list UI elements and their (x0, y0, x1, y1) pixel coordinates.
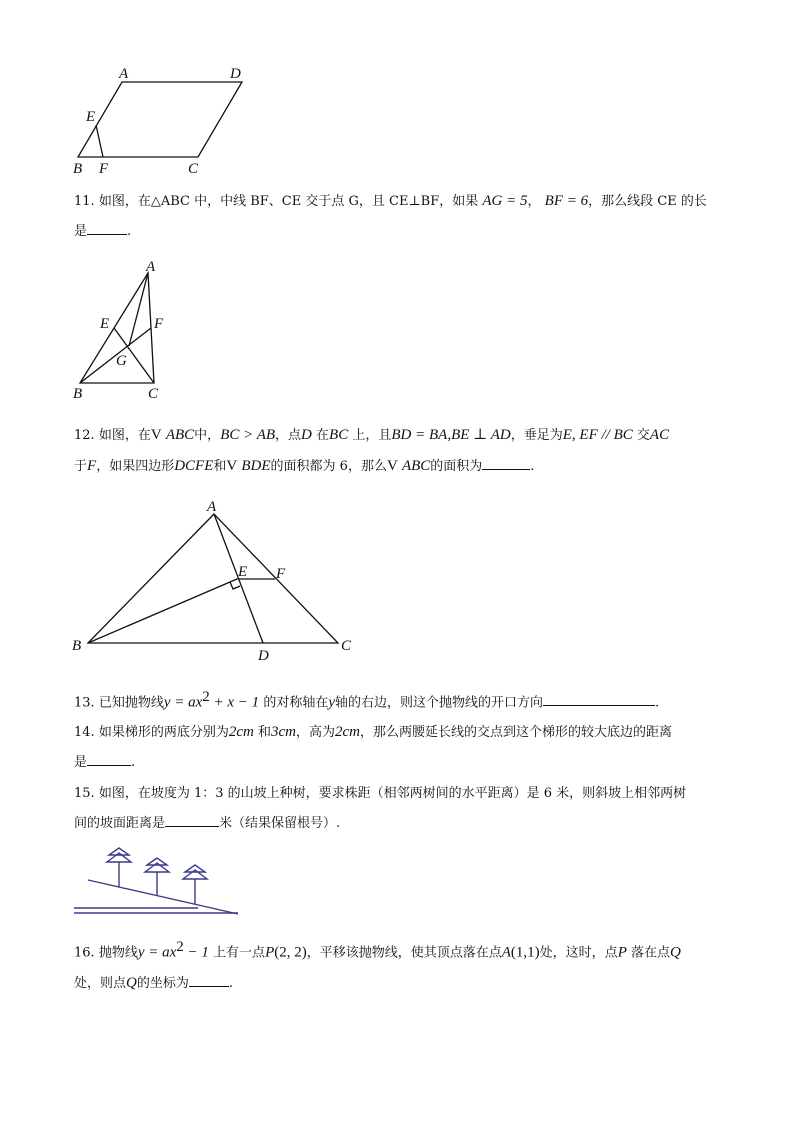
q16-math-p-coords: (2, 2) (274, 944, 307, 961)
q16-text-2: 上有一点 (213, 945, 266, 961)
q16-math-q: Q (670, 944, 681, 961)
label-a: A (119, 66, 129, 82)
q12-text-1: 如图，在 (98, 428, 151, 443)
q16-math-exponent: 2 (176, 939, 184, 955)
q16-text-7: 的坐标为 (136, 976, 189, 992)
q14-period: . (131, 755, 136, 770)
label-d: D (258, 648, 269, 664)
q12-text-12: 的面积为 (430, 459, 483, 474)
q12-text-2: 中， (194, 428, 221, 443)
figure-parallelogram (70, 64, 260, 179)
q12-text-10: 和 (213, 459, 227, 474)
label-c: C (188, 161, 199, 177)
q14-text-1: 如果梯形的两底分别为 (98, 725, 229, 740)
q14-text-5: 是 (74, 755, 88, 770)
question-11 (74, 186, 724, 247)
label-d: D (230, 66, 241, 82)
question-15 (74, 779, 724, 839)
label-b: B (73, 161, 83, 177)
label-b: B (73, 386, 83, 402)
figure-triangle-medians (70, 258, 170, 403)
label-f: F (154, 316, 164, 332)
q12-text-7: 交 (636, 428, 650, 443)
q12-math-abc-2: ABC (401, 458, 431, 474)
question-13 (74, 682, 724, 718)
q15-text-2: 间的坡面距离是 (74, 816, 166, 831)
q15-text-1: 如图，在坡度为 1：3 的山坡上种树，要求株距（相邻两树间的水平距离）是 6 米，则斜坡上相邻两树 (98, 786, 687, 801)
q13-text-3: 轴的右边，则这个抛物线的开口方向 (335, 695, 544, 711)
q14-text-4: ，那么两腰延长线的交点到这个梯形的较大底边的距离 (360, 725, 673, 740)
label-b: B (72, 638, 82, 654)
q14-math-2cm: 2cm (228, 724, 254, 740)
q12-text-8: 于 (74, 459, 88, 474)
q13-text-2: 的对称轴在 (263, 695, 329, 711)
q12-text-6: ，垂足为 (510, 428, 563, 443)
parallelogram-abcd (78, 82, 242, 157)
q12-triangle-symbol: V (150, 427, 162, 443)
q12-answer-blank[interactable] (482, 453, 530, 470)
q12-text-3: ，点 (275, 428, 302, 443)
q12-text-9: ，如果四边形 (96, 459, 175, 474)
q13-math-plus-x: + x − 1 (209, 694, 260, 711)
q12-period: . (530, 459, 535, 474)
q16-text-5: 落在点 (631, 945, 671, 961)
q14-text-2: 和 (257, 725, 271, 740)
q14-math-3cm: 3cm (271, 724, 296, 740)
q11-text: 如图，在△ABC 中，中线 BF、CE 交于点 G，且 CE⊥BF，如果 (98, 194, 479, 209)
q12-triangle-symbol-3: V (386, 458, 398, 474)
label-f: F (99, 161, 109, 177)
q11-number: 11. (74, 194, 95, 209)
q15-number: 15. (74, 786, 95, 801)
q16-math-a: A (501, 944, 511, 961)
q14-answer-blank[interactable] (87, 749, 131, 766)
figure-triangle-bde (70, 496, 370, 666)
segment-ef (96, 125, 103, 157)
q16-math-p-2: P (617, 944, 627, 961)
label-g: G (116, 353, 127, 369)
q12-text-5: 上，且 (352, 428, 392, 443)
label-e: E (86, 109, 96, 125)
q16-math-q-2: Q (126, 975, 137, 992)
q12-math-bc: BC (329, 427, 349, 443)
q12-triangle-symbol-2: V (226, 458, 238, 474)
q12-text-4: 在 (316, 428, 330, 443)
q13-math-y-ax: y = ax (163, 694, 203, 711)
q11-period: . (127, 224, 132, 239)
q14-number: 14. (74, 725, 95, 740)
tree-icon (145, 858, 169, 896)
q16-text-6: 处，则点 (74, 976, 127, 992)
question-14 (74, 717, 724, 778)
q12-math-bd-ba: BD = BA,BE ⊥ AD (391, 427, 511, 443)
q11-math-ag: AG = 5 (482, 193, 528, 209)
q12-math-ef-parallel: E, EF // BC (562, 427, 633, 443)
label-f: F (276, 566, 286, 582)
q11-answer-blank[interactable] (87, 218, 127, 235)
segment-ag (129, 273, 148, 346)
q16-math-a-coords: (1,1) (510, 944, 540, 961)
q16-number: 16. (74, 945, 95, 961)
q13-math-exponent: 2 (202, 689, 210, 705)
q13-text-1: 已知抛物线 (98, 695, 164, 711)
q16-text-1: 抛物线 (98, 945, 138, 961)
q16-period: . (228, 976, 234, 992)
q14-text-3: ，高为 (296, 725, 336, 740)
tree-icon (183, 865, 207, 904)
q13-answer-blank[interactable] (543, 689, 655, 706)
label-e: E (238, 564, 248, 580)
q13-period: . (655, 695, 660, 711)
triangle-abc (88, 514, 338, 643)
q15-answer-blank[interactable] (165, 810, 219, 827)
q14-math-height: 2cm (335, 724, 361, 740)
slope-line (88, 880, 238, 914)
figure-slope-trees (70, 842, 245, 920)
right-angle-mark (230, 582, 240, 589)
q16-math-p: P (265, 944, 275, 961)
q12-math-abc: ABC (165, 427, 195, 443)
q11-math-bf: BF = 6 (544, 193, 589, 209)
q16-answer-blank[interactable] (189, 970, 229, 987)
q12-math-f: F (87, 458, 97, 474)
q16-text-4: 处，这时，点 (539, 945, 618, 961)
q12-math-d: D (301, 427, 312, 443)
q12-math-dcfe: DCFE (174, 458, 214, 474)
q11-comma: ， (527, 194, 541, 209)
q11-text-shi: 是 (74, 224, 88, 239)
label-c: C (341, 638, 352, 654)
label-e: E (100, 316, 110, 332)
q12-math-bc-gt-ab: BC > AB (220, 427, 276, 443)
q12-math-ac: AC (649, 427, 670, 443)
segment-be (88, 579, 237, 643)
q12-text-11: 的面积都为 6，那么 (270, 459, 387, 474)
q12-math-bde: BDE (241, 458, 271, 474)
q11-text-end: ，那么线段 CE 的长 (588, 194, 707, 209)
q16-text-3: ，平移该抛物线，使其顶点落在点 (306, 945, 502, 961)
q13-number: 13. (74, 695, 95, 711)
label-c: C (148, 386, 159, 402)
q16-math-minus-1: − 1 (183, 944, 209, 961)
label-a: A (146, 259, 156, 275)
question-16 (74, 932, 724, 999)
label-a: A (207, 499, 217, 515)
q12-number: 12. (74, 428, 95, 443)
question-12 (74, 420, 724, 482)
q16-math-y-ax: y = ax (137, 944, 177, 961)
q15-text-3: 米（结果保留根号）. (219, 816, 341, 831)
q13-math-y: y (328, 694, 336, 711)
tree-icon (107, 848, 131, 887)
